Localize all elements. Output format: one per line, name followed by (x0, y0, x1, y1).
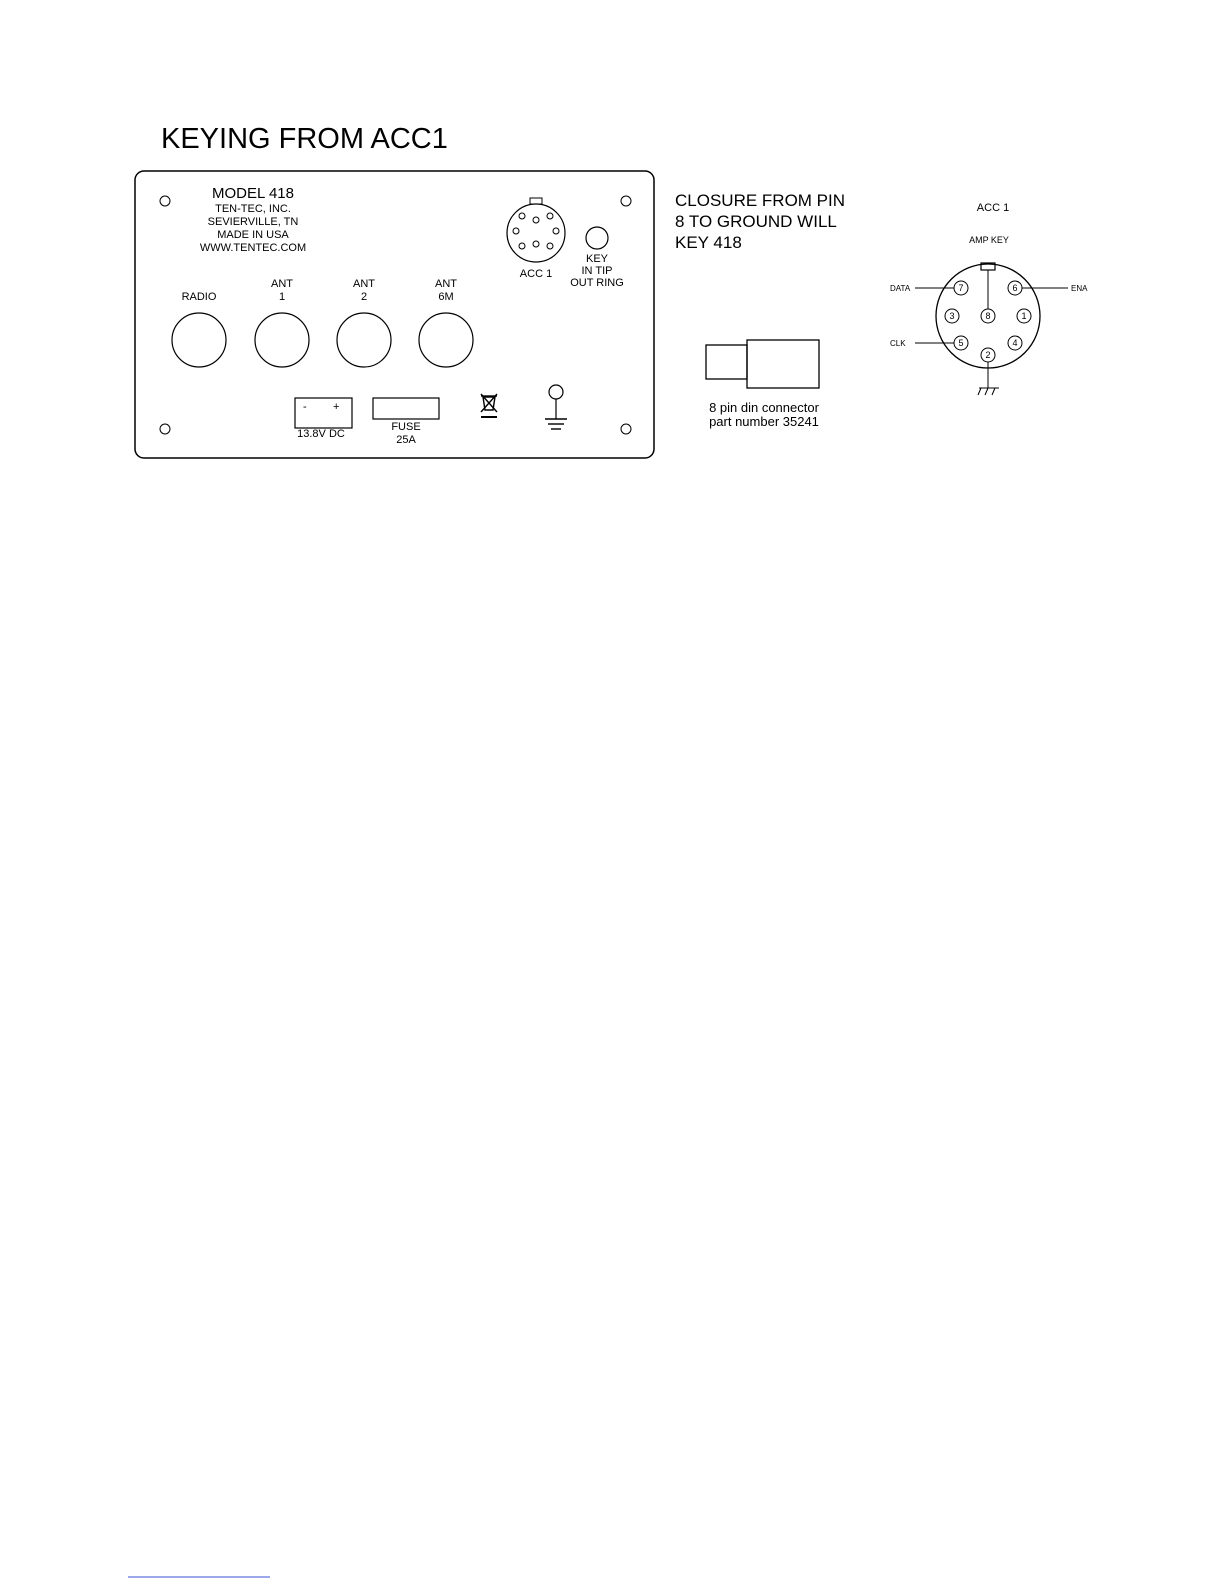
instruction-line: CLOSURE FROM PIN (675, 191, 846, 210)
key-jack-label: KEY (585, 253, 609, 265)
instruction-line: 8 TO GROUND WILL (675, 212, 837, 231)
dc-label: 13.8V DC (297, 428, 345, 440)
mounting-hole-bottom-left (160, 424, 170, 434)
connector-ant6m (419, 313, 473, 367)
connector-radio (172, 313, 226, 367)
key-jack-label: OUT RING (570, 277, 624, 289)
connector-label-ant6m: 6M (438, 291, 454, 303)
pin-label: 1 (1021, 311, 1027, 321)
din-plug-drawing (706, 340, 819, 388)
connector-label-ant1: ANT (271, 278, 293, 290)
din-plug-caption: part number 35241 (709, 414, 819, 429)
pin-label: 2 (985, 350, 991, 360)
fuse-holder (373, 398, 439, 419)
chassis-ground-icon (978, 388, 999, 395)
connector-ant2 (337, 313, 391, 367)
signal-label-clk: CLK (890, 339, 906, 348)
connector-label-radio: RADIO (181, 291, 217, 303)
amp-key-label: AMP KEY (969, 235, 1009, 245)
panel-outline (135, 171, 654, 458)
maker-line: WWW.TENTEC.COM (199, 242, 307, 254)
pin-label: 6 (1012, 283, 1018, 293)
page-title: KEYING FROM ACC1 (161, 123, 448, 155)
signal-label-ena: ENA (1071, 284, 1088, 293)
key-jack (586, 227, 608, 249)
pin-label: 8 (985, 311, 991, 321)
maker-line: TEN-TEC, INC. (215, 203, 291, 215)
instruction-line: KEY 418 (675, 233, 742, 252)
rear-panel (135, 171, 654, 458)
pin-label: 5 (958, 338, 964, 348)
connector-label-ant6m: ANT (435, 278, 457, 290)
dc-plus: + (333, 401, 340, 413)
maker-line: SEVIERVILLE, TN (207, 216, 299, 228)
connector-label-ant2: 2 (360, 291, 368, 303)
maker-line: MADE IN USA (217, 229, 289, 241)
fuse-label: 25A (396, 434, 416, 446)
fuse-label: FUSE (391, 421, 421, 433)
mounting-hole-top-left (160, 196, 170, 206)
pinout-title: ACC 1 (976, 202, 1010, 214)
key-jack-label: IN TIP (581, 265, 613, 277)
model-name: MODEL 418 (212, 185, 294, 202)
connector-ant1 (255, 313, 309, 367)
pin-label: 7 (958, 283, 964, 293)
connector-label-ant2: ANT (353, 278, 375, 290)
signal-label-data: DATA (890, 284, 911, 293)
acc1-pinout-diagram (890, 202, 1088, 395)
acc1-socket (507, 198, 565, 262)
ground-terminal (545, 385, 567, 429)
din-plug-caption: 8 pin din connector (709, 400, 819, 415)
mounting-hole-top-right (621, 196, 631, 206)
acc1-label: ACC 1 (519, 268, 553, 280)
dc-minus: - (303, 401, 307, 413)
pin-label: 3 (949, 311, 955, 321)
connector-label-ant1: 1 (278, 291, 286, 303)
mounting-hole-bottom-right (621, 424, 631, 434)
pin-label: 4 (1012, 338, 1018, 348)
weee-disposal-icon (481, 394, 497, 418)
